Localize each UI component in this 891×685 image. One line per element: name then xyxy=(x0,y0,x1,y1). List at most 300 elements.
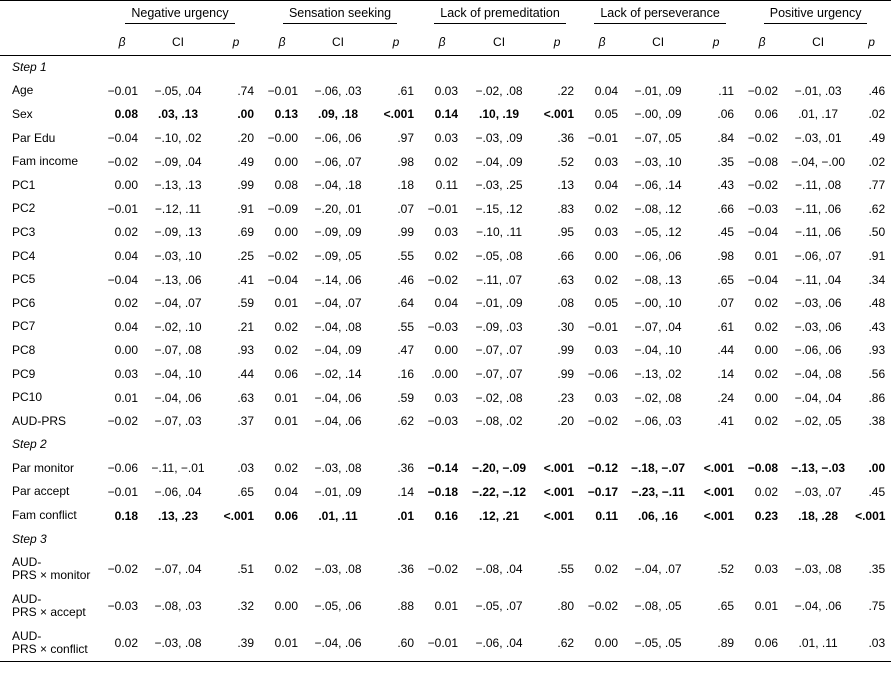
table-row xyxy=(0,362,891,386)
row-label: Sex xyxy=(12,106,33,121)
step-label: Step 3 xyxy=(12,531,47,546)
beta-cell: 0.04 xyxy=(594,178,619,193)
subheader-cell: β xyxy=(420,29,464,56)
p-cell: .91 xyxy=(868,249,886,264)
table-row xyxy=(0,221,891,245)
ci-cell: .12, .21 xyxy=(479,508,520,523)
subheader-row xyxy=(0,29,891,56)
p-cell: .21 xyxy=(237,319,255,334)
p-cell: <.001 xyxy=(543,484,575,499)
step-row xyxy=(0,433,891,457)
ci-cell: −.08, .13 xyxy=(634,272,682,287)
p-cell: .08 xyxy=(557,296,575,311)
p-cell: .66 xyxy=(557,249,575,264)
table-row xyxy=(0,551,891,588)
p-cell: .65 xyxy=(717,599,735,614)
table-row xyxy=(0,409,891,433)
ci-cell: −.06, .04 xyxy=(154,484,202,499)
ci-cell: −.06, .07 xyxy=(314,154,362,169)
row-label: PC6 xyxy=(12,295,36,310)
row-label: AUD-PRS xyxy=(12,413,67,428)
p-cell: <.001 xyxy=(383,107,415,122)
p-cell: .51 xyxy=(237,562,255,577)
p-cell: .44 xyxy=(717,343,735,358)
subheader-cell: β xyxy=(100,29,144,56)
row-label: PC1 xyxy=(12,177,36,192)
ci-cell: .01, .11 xyxy=(318,508,358,523)
ci-cell: −.04, .18 xyxy=(314,178,362,193)
p-cell: .01 xyxy=(397,508,415,523)
p-cell: .24 xyxy=(717,390,735,405)
ci-cell: −.07, .07 xyxy=(475,367,523,382)
p-cell: .93 xyxy=(868,343,886,358)
beta-cell: 0.02 xyxy=(594,272,619,287)
table-row xyxy=(0,339,891,363)
ci-cell: −.07, .05 xyxy=(634,131,682,146)
ci-cell: −.03, .07 xyxy=(794,484,842,499)
table-row xyxy=(0,268,891,292)
ci-cell: −.04, .07 xyxy=(634,562,682,577)
ci-cell: −.02, .14 xyxy=(314,367,362,382)
ci-cell: −.06, .03 xyxy=(314,83,362,98)
beta-cell: −0.17 xyxy=(587,484,619,499)
ci-cell: −.08, .05 xyxy=(634,599,682,614)
beta-cell: 0.18 xyxy=(114,508,138,523)
beta-cell: 0.00 xyxy=(594,249,619,264)
beta-cell: 0.03 xyxy=(434,83,459,98)
beta-cell: 0.00 xyxy=(754,390,779,405)
table-row xyxy=(0,197,891,221)
ci-cell: −.03, .10 xyxy=(154,249,202,264)
p-cell: .52 xyxy=(557,154,575,169)
table-row xyxy=(0,79,891,103)
p-cell: .20 xyxy=(557,414,575,429)
beta-cell: 0.00 xyxy=(754,343,779,358)
p-cell: .74 xyxy=(237,83,255,98)
p-cell: .45 xyxy=(717,225,735,240)
subheader-cell: p xyxy=(212,29,260,56)
ci-cell: −.08, .12 xyxy=(634,201,682,216)
ci-cell: −.03, .01 xyxy=(794,131,842,146)
ci-cell: −.05, .12 xyxy=(634,225,682,240)
ci-cell: −.04, .07 xyxy=(154,296,202,311)
ci-cell: −.10, .11 xyxy=(475,225,523,240)
p-cell: .18 xyxy=(397,178,415,193)
ci-cell: −.02, .08 xyxy=(475,83,523,98)
beta-cell: 0.01 xyxy=(754,599,779,614)
beta-cell: 0.02 xyxy=(754,484,779,499)
subheader-cell: p xyxy=(852,29,891,56)
ci-cell: −.08, .04 xyxy=(475,562,523,577)
beta-cell: −0.04 xyxy=(107,272,138,287)
p-cell: .64 xyxy=(397,296,415,311)
p-cell: <.001 xyxy=(223,508,255,523)
p-cell: .43 xyxy=(868,319,886,334)
p-cell: .35 xyxy=(868,562,886,577)
beta-cell: 0.02 xyxy=(274,343,299,358)
beta-cell: 0.03 xyxy=(594,390,619,405)
beta-cell: 0.04 xyxy=(114,249,138,264)
ci-cell: −.04, .06 xyxy=(154,390,202,405)
beta-cell: −0.03 xyxy=(427,414,459,429)
ci-cell: −.11, .06 xyxy=(795,225,842,240)
subheader-cell: β xyxy=(580,29,624,56)
p-cell: <.001 xyxy=(703,461,735,476)
table-row xyxy=(0,150,891,174)
row-label: Fam income xyxy=(12,154,79,169)
beta-cell: .0.00 xyxy=(431,367,459,382)
ci-cell: −.08, .02 xyxy=(475,414,523,429)
p-cell: .95 xyxy=(557,225,575,240)
row-label-line: AUD- xyxy=(12,555,42,570)
p-cell: .63 xyxy=(237,390,255,405)
beta-cell: 0.01 xyxy=(114,390,138,405)
ci-cell: −.06, .04 xyxy=(464,625,534,662)
ci-cell: −.10, .02 xyxy=(154,131,202,146)
corner-cell xyxy=(0,1,100,30)
beta-cell: 0.03 xyxy=(434,225,459,240)
ci-cell: −.03, .08 xyxy=(314,461,362,476)
beta-cell: 0.01 xyxy=(754,249,779,264)
step-row xyxy=(0,527,891,551)
beta-cell: 0.11 xyxy=(595,508,619,523)
subheader-cell: p xyxy=(692,29,740,56)
beta-cell: 0.00 xyxy=(434,343,459,358)
beta-cell: −0.08 xyxy=(747,461,779,476)
beta-cell: 0.02 xyxy=(754,367,779,382)
beta-cell: −0.09 xyxy=(267,201,299,216)
p-cell: .84 xyxy=(717,131,735,146)
p-cell: .63 xyxy=(557,272,575,287)
beta-cell: −0.06 xyxy=(587,367,619,382)
ci-cell: .03, .13 xyxy=(157,107,199,122)
p-cell: .37 xyxy=(237,414,255,429)
beta-cell: −0.03 xyxy=(747,201,779,216)
row-label xyxy=(0,625,100,662)
ci-cell: −.03, .08 xyxy=(794,562,842,577)
beta-cell: −0.02 xyxy=(267,249,299,264)
p-cell: .69 xyxy=(237,225,255,240)
beta-cell: 0.04 xyxy=(434,296,459,311)
p-cell: .14 xyxy=(717,367,735,382)
ci-cell: −.07, .08 xyxy=(154,343,202,358)
table-row xyxy=(0,173,891,197)
beta-cell: 0.00 xyxy=(580,625,624,662)
ci-cell: −.09, .09 xyxy=(314,225,362,240)
table-row xyxy=(0,315,891,339)
p-cell: .16 xyxy=(397,367,415,382)
beta-cell: 0.08 xyxy=(114,107,138,122)
p-cell: .50 xyxy=(868,225,886,240)
beta-cell: 0.03 xyxy=(114,367,138,382)
row-label-line: PRS × accept xyxy=(12,605,86,620)
ci-cell: −.20, .01 xyxy=(314,201,362,216)
p-cell: .61 xyxy=(397,83,415,98)
beta-cell: 0.05 xyxy=(594,107,619,122)
p-cell: .06 xyxy=(717,107,735,122)
p-cell: .49 xyxy=(237,154,255,169)
beta-cell: −0.01 xyxy=(587,319,619,334)
p-cell: .38 xyxy=(868,414,886,429)
ci-cell: −.03, .08 xyxy=(144,625,212,662)
ci-cell: −.04, .08 xyxy=(794,367,842,382)
p-cell: .88 xyxy=(397,599,415,614)
p-cell: .20 xyxy=(237,131,255,146)
p-cell: .49 xyxy=(868,131,886,146)
ci-cell: −.14, .06 xyxy=(314,272,362,287)
p-cell: .36 xyxy=(397,562,415,577)
ci-cell: −.05, .04 xyxy=(154,83,202,98)
table-row xyxy=(0,504,891,528)
beta-cell: 0.02 xyxy=(114,296,138,311)
beta-cell: 0.00 xyxy=(274,599,299,614)
ci-cell: −.07, .04 xyxy=(634,319,682,334)
ci-cell: −.09, .03 xyxy=(475,319,523,334)
p-cell: .55 xyxy=(397,249,415,264)
p-cell: .66 xyxy=(717,201,735,216)
ci-cell: −.05, .08 xyxy=(475,249,523,264)
beta-cell: −0.04 xyxy=(107,131,138,146)
ci-cell: −.08, .03 xyxy=(154,599,202,614)
beta-cell: 0.00 xyxy=(114,178,138,193)
p-cell: .65 xyxy=(237,484,255,499)
p-cell: .89 xyxy=(692,625,740,662)
ci-cell: −.09, .04 xyxy=(154,154,202,169)
beta-cell: −0.14 xyxy=(427,461,459,476)
p-cell: .52 xyxy=(717,562,735,577)
ci-cell: −.04, .09 xyxy=(475,154,523,169)
beta-cell: 0.06 xyxy=(274,508,299,523)
ci-cell: −.04, .06 xyxy=(314,390,362,405)
p-cell: .99 xyxy=(237,178,255,193)
row-label-line: PRS × monitor xyxy=(12,568,91,583)
beta-cell: 0.06 xyxy=(754,107,779,122)
beta-cell: −0.01 xyxy=(107,201,138,216)
table-row xyxy=(0,457,891,481)
p-cell: <.001 xyxy=(543,107,575,122)
ci-cell: −.01, .03 xyxy=(794,83,842,98)
ci-cell: .13, .23 xyxy=(157,508,199,523)
ci-cell: −.15, .12 xyxy=(475,201,523,216)
ci-cell: −.05, .05 xyxy=(624,625,692,662)
p-cell: .55 xyxy=(557,562,575,577)
ci-cell: −.11, .04 xyxy=(795,272,842,287)
ci-cell: −.02, .08 xyxy=(634,390,682,405)
ci-cell: −.23, −.11 xyxy=(631,484,685,499)
group-header-row xyxy=(0,1,891,30)
ci-cell: .10, .19 xyxy=(479,107,520,122)
table-row xyxy=(0,480,891,504)
p-cell: .25 xyxy=(237,249,255,264)
p-cell: <.001 xyxy=(703,484,735,499)
subheader-cell: CI xyxy=(304,29,372,56)
row-label: PC5 xyxy=(12,272,36,287)
ci-cell: −.02, .05 xyxy=(794,414,842,429)
ci-cell: −.09, .13 xyxy=(154,225,202,240)
row-label: PC9 xyxy=(12,366,36,381)
beta-cell: −0.01 xyxy=(420,625,464,662)
row-label: Par monitor xyxy=(12,460,75,475)
beta-cell: −0.02 xyxy=(427,562,459,577)
row-label-line: PRS × conflict xyxy=(12,642,88,657)
beta-cell: 0.02 xyxy=(434,249,459,264)
p-cell: .11 xyxy=(718,83,735,98)
p-cell: .02 xyxy=(868,154,886,169)
subheader-cell: CI xyxy=(784,29,852,56)
p-cell: .48 xyxy=(868,296,886,311)
p-cell: .30 xyxy=(557,319,575,334)
p-cell: .07 xyxy=(397,201,415,216)
ci-cell: −.04, .06 xyxy=(304,625,372,662)
row-label: PC7 xyxy=(12,319,36,334)
p-cell: .60 xyxy=(372,625,420,662)
beta-cell: 0.02 xyxy=(434,154,459,169)
beta-cell: 0.02 xyxy=(754,319,779,334)
ci-cell: −.00, .09 xyxy=(634,107,682,122)
ci-cell: −.18, −.07 xyxy=(631,461,686,476)
row-label-line: AUD- xyxy=(12,629,42,644)
p-cell: .41 xyxy=(237,272,255,287)
row-label: Fam conflict xyxy=(12,508,77,523)
beta-cell: 0.03 xyxy=(434,131,459,146)
beta-cell: 0.06 xyxy=(274,367,299,382)
ci-cell: −.03, .09 xyxy=(475,131,523,146)
ci-cell: .18, .28 xyxy=(798,508,839,523)
ci-cell: −.04, .04 xyxy=(794,390,842,405)
p-cell: .98 xyxy=(717,249,735,264)
row-label: Par Edu xyxy=(12,130,56,145)
p-cell: <.001 xyxy=(543,461,575,476)
beta-cell: 0.03 xyxy=(594,343,619,358)
beta-cell: 0.04 xyxy=(594,83,619,98)
beta-cell: 0.23 xyxy=(754,508,779,523)
p-cell: .62 xyxy=(868,201,886,216)
p-cell: .00 xyxy=(868,461,886,476)
ci-cell: −.06, .06 xyxy=(634,249,682,264)
beta-cell: 0.01 xyxy=(274,390,299,405)
beta-cell: 0.02 xyxy=(100,625,144,662)
subheader-cell: β xyxy=(260,29,304,56)
table-row xyxy=(0,126,891,150)
p-cell: .03 xyxy=(852,625,891,662)
ci-cell: −.04, .06 xyxy=(794,599,842,614)
beta-cell: −0.01 xyxy=(427,201,459,216)
row-label xyxy=(0,588,100,625)
beta-cell: −0.08 xyxy=(747,154,779,169)
ci-cell: −.02, .08 xyxy=(475,390,523,405)
beta-cell: 0.02 xyxy=(594,562,619,577)
beta-cell: −0.02 xyxy=(747,178,779,193)
p-cell: .43 xyxy=(717,178,735,193)
p-cell: .47 xyxy=(397,343,415,358)
beta-cell: 0.02 xyxy=(274,461,299,476)
p-cell: .59 xyxy=(237,296,255,311)
ci-cell: −.07, .07 xyxy=(475,343,523,358)
p-cell: .83 xyxy=(557,201,575,216)
ci-cell: −.09, .05 xyxy=(314,249,362,264)
row-label: PC10 xyxy=(12,390,43,405)
beta-cell: 0.14 xyxy=(434,107,459,122)
beta-cell: 0.02 xyxy=(754,296,779,311)
ci-cell: −.22, −.12 xyxy=(472,484,527,499)
beta-cell: 0.02 xyxy=(114,225,138,240)
ci-cell: −.11, −.01 xyxy=(151,461,205,476)
ci-cell: −.03, .25 xyxy=(475,178,523,193)
beta-cell: 0.05 xyxy=(594,296,619,311)
p-cell: .99 xyxy=(557,367,575,382)
ci-cell: −.00, .10 xyxy=(634,296,682,311)
beta-cell: −0.01 xyxy=(267,83,299,98)
ci-cell: −.11, .07 xyxy=(475,272,523,287)
p-cell: .36 xyxy=(557,131,575,146)
beta-cell: 0.03 xyxy=(754,562,779,577)
ci-cell: −.01, .09 xyxy=(314,484,362,499)
p-cell: .99 xyxy=(397,225,415,240)
beta-cell: 0.01 xyxy=(274,296,299,311)
beta-cell: −0.06 xyxy=(107,461,138,476)
p-cell: .00 xyxy=(237,107,255,122)
beta-cell: −0.18 xyxy=(427,484,459,499)
subheader-cell: p xyxy=(534,29,580,56)
p-cell: .36 xyxy=(397,461,415,476)
p-cell: .41 xyxy=(717,414,735,429)
ci-cell: −.13, .13 xyxy=(154,178,202,193)
p-cell: .97 xyxy=(397,131,415,146)
beta-cell: 0.03 xyxy=(594,225,619,240)
ci-cell: −.11, .08 xyxy=(795,178,842,193)
beta-cell: −0.02 xyxy=(427,272,459,287)
beta-cell: −0.02 xyxy=(747,131,779,146)
table-body xyxy=(0,56,891,662)
beta-cell: 0.08 xyxy=(274,178,299,193)
beta-cell: 0.02 xyxy=(274,319,299,334)
ci-cell: .01, .11 xyxy=(784,625,852,662)
ci-cell: −.13, −.03 xyxy=(791,461,846,476)
table-row xyxy=(0,386,891,410)
ci-cell: −.07, .04 xyxy=(154,562,202,577)
p-cell: .98 xyxy=(397,154,415,169)
ci-cell: −.04, .09 xyxy=(314,343,362,358)
row-label: PC4 xyxy=(12,248,36,263)
beta-cell: −0.12 xyxy=(587,461,619,476)
ci-cell: −.01, .09 xyxy=(634,83,682,98)
beta-cell: 0.02 xyxy=(274,562,299,577)
beta-cell: 0.13 xyxy=(274,107,299,122)
ci-cell: −.04, .10 xyxy=(154,367,202,382)
beta-cell: 0.02 xyxy=(594,201,619,216)
p-cell: .86 xyxy=(868,390,886,405)
beta-cell: 0.16 xyxy=(434,508,459,523)
ci-cell: −.06, .06 xyxy=(794,343,842,358)
p-cell: .59 xyxy=(397,390,415,405)
table-row xyxy=(0,625,891,662)
p-cell: .45 xyxy=(868,484,886,499)
beta-cell: −0.01 xyxy=(587,131,619,146)
p-cell: .56 xyxy=(868,367,886,382)
ci-cell: −.05, .07 xyxy=(475,599,523,614)
step-label: Step 1 xyxy=(12,60,47,75)
ci-cell: −.01, .09 xyxy=(475,296,523,311)
corner-cell xyxy=(0,29,100,56)
row-label: Age xyxy=(12,83,34,98)
group-header: Negative urgency xyxy=(100,1,260,30)
ci-cell: −.03, .10 xyxy=(634,154,682,169)
ci-cell: −.04, .10 xyxy=(634,343,682,358)
p-cell: .55 xyxy=(397,319,415,334)
beta-cell: −0.01 xyxy=(107,484,138,499)
ci-cell: −.11, .06 xyxy=(795,201,842,216)
table-row xyxy=(0,588,891,625)
